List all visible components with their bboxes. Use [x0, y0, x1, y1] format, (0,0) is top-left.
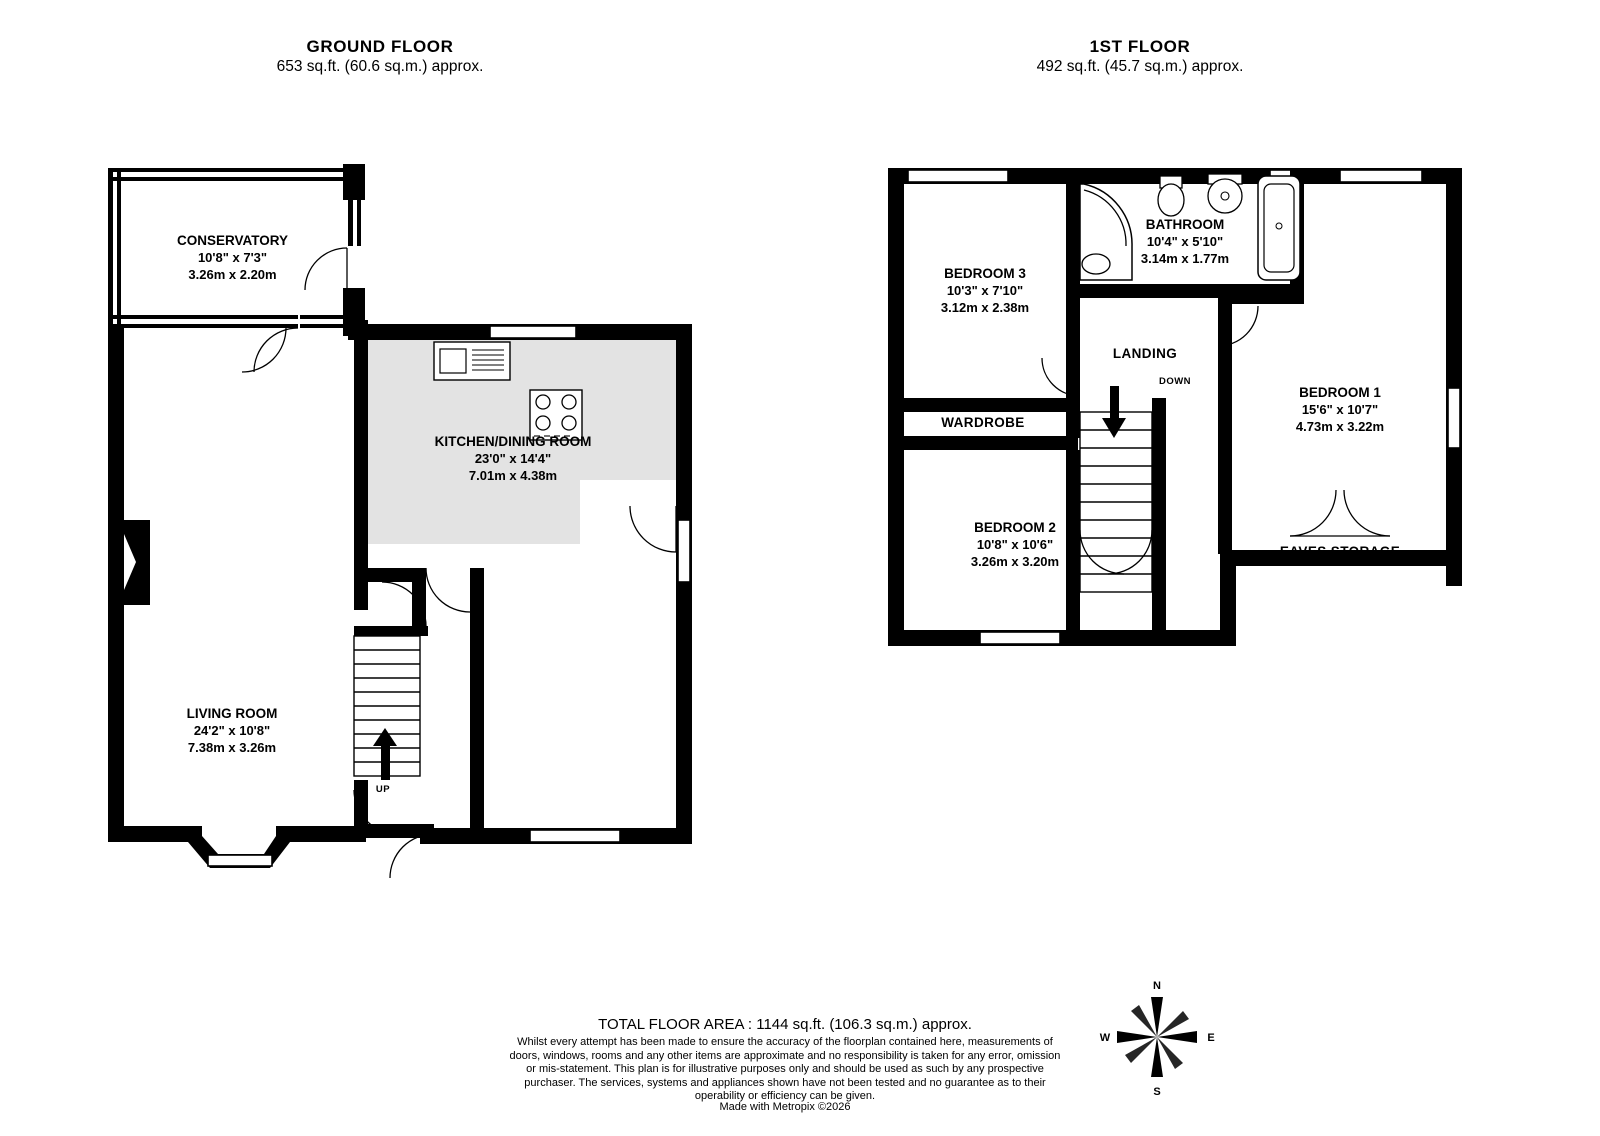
room-label-bedroom3 [880, 265, 1090, 316]
eaves-storage-label: EAVES STORAGE [1279, 544, 1401, 559]
kitchen-dining-name: KITCHEN/DINING ROOM [434, 434, 592, 449]
kitchen-dining-metric: 7.01m x 4.38m [468, 468, 558, 483]
conservatory-metric: 3.26m x 2.20m [188, 267, 277, 282]
bedroom1-metric: 4.73m x 3.22m [1295, 419, 1385, 434]
stair-up-label: UP [375, 784, 391, 795]
first-floor-subtitle: 492 sq.ft. (45.7 sq.m.) approx. [1036, 58, 1244, 75]
total-floor-area: TOTAL FLOOR AREA : 1144 sq.ft. (106.3 sq.m.) approx. [598, 1016, 972, 1033]
bathroom-imperial: 10'4" x 5'10" [1146, 234, 1224, 249]
svg-text:E: E [1207, 1032, 1215, 1044]
room-label-bathroom [1090, 216, 1280, 267]
bathroom-name: BATHROOM [1145, 217, 1225, 232]
room-label-kitchen-dining [388, 433, 638, 484]
room-label-bedroom1 [1240, 384, 1440, 435]
room-label-living [108, 705, 356, 756]
compass-rose [1095, 975, 1265, 1105]
svg-text:W: W [1099, 1032, 1111, 1044]
living-name: LIVING ROOM [186, 706, 278, 721]
bedroom2-imperial: 10'8" x 10'6" [976, 537, 1054, 552]
first-floor-title: 1ST FLOOR [1089, 37, 1191, 56]
kitchen-dining-imperial: 23'0" x 14'4" [474, 451, 552, 466]
living-metric: 7.38m x 3.26m [187, 740, 277, 755]
ground-floor-subtitle: 653 sq.ft. (60.6 sq.m.) approx. [276, 58, 484, 75]
conservatory-imperial: 10'8" x 7'3" [197, 250, 268, 265]
room-label-bedroom2 [915, 519, 1115, 570]
svg-text:S: S [1153, 1086, 1161, 1098]
stair-down-label: DOWN [1158, 376, 1192, 387]
bathroom-metric: 3.14m x 1.77m [1140, 251, 1230, 266]
bedroom3-metric: 3.12m x 2.38m [940, 300, 1030, 315]
conservatory-name: CONSERVATORY [176, 233, 289, 248]
bedroom2-metric: 3.26m x 3.20m [970, 554, 1060, 569]
made-with-label: Made with Metropix ©2026 [719, 1101, 851, 1113]
bedroom3-name: BEDROOM 3 [944, 266, 1026, 281]
svg-text:N: N [1153, 980, 1161, 992]
room-label-conservatory [110, 232, 355, 283]
landing-label: LANDING [1112, 346, 1178, 361]
living-imperial: 24'2" x 10'8" [193, 723, 271, 738]
disclaimer-text: Whilst every attempt has been made to ensure the accuracy of the floorplan contained here, measurements of doors, windows, rooms and any other items are approximate and no responsibility is taken for any error, omission or mis-statement. This plan is for illustrative purposes only and should be used as such by any prospective purchaser. The services, systems and appliances shown have not been tested and no guarantee as to their operability or efficiency can be given. [509, 1036, 1061, 1103]
ground-floor-title: GROUND FLOOR [306, 37, 454, 56]
wardrobe-label: WARDROBE [941, 415, 1025, 430]
bedroom1-name: BEDROOM 1 [1299, 385, 1381, 400]
bedroom1-imperial: 15'6" x 10'7" [1301, 402, 1379, 417]
bedroom3-imperial: 10'3" x 7'10" [946, 283, 1024, 298]
bedroom2-name: BEDROOM 2 [974, 520, 1056, 535]
